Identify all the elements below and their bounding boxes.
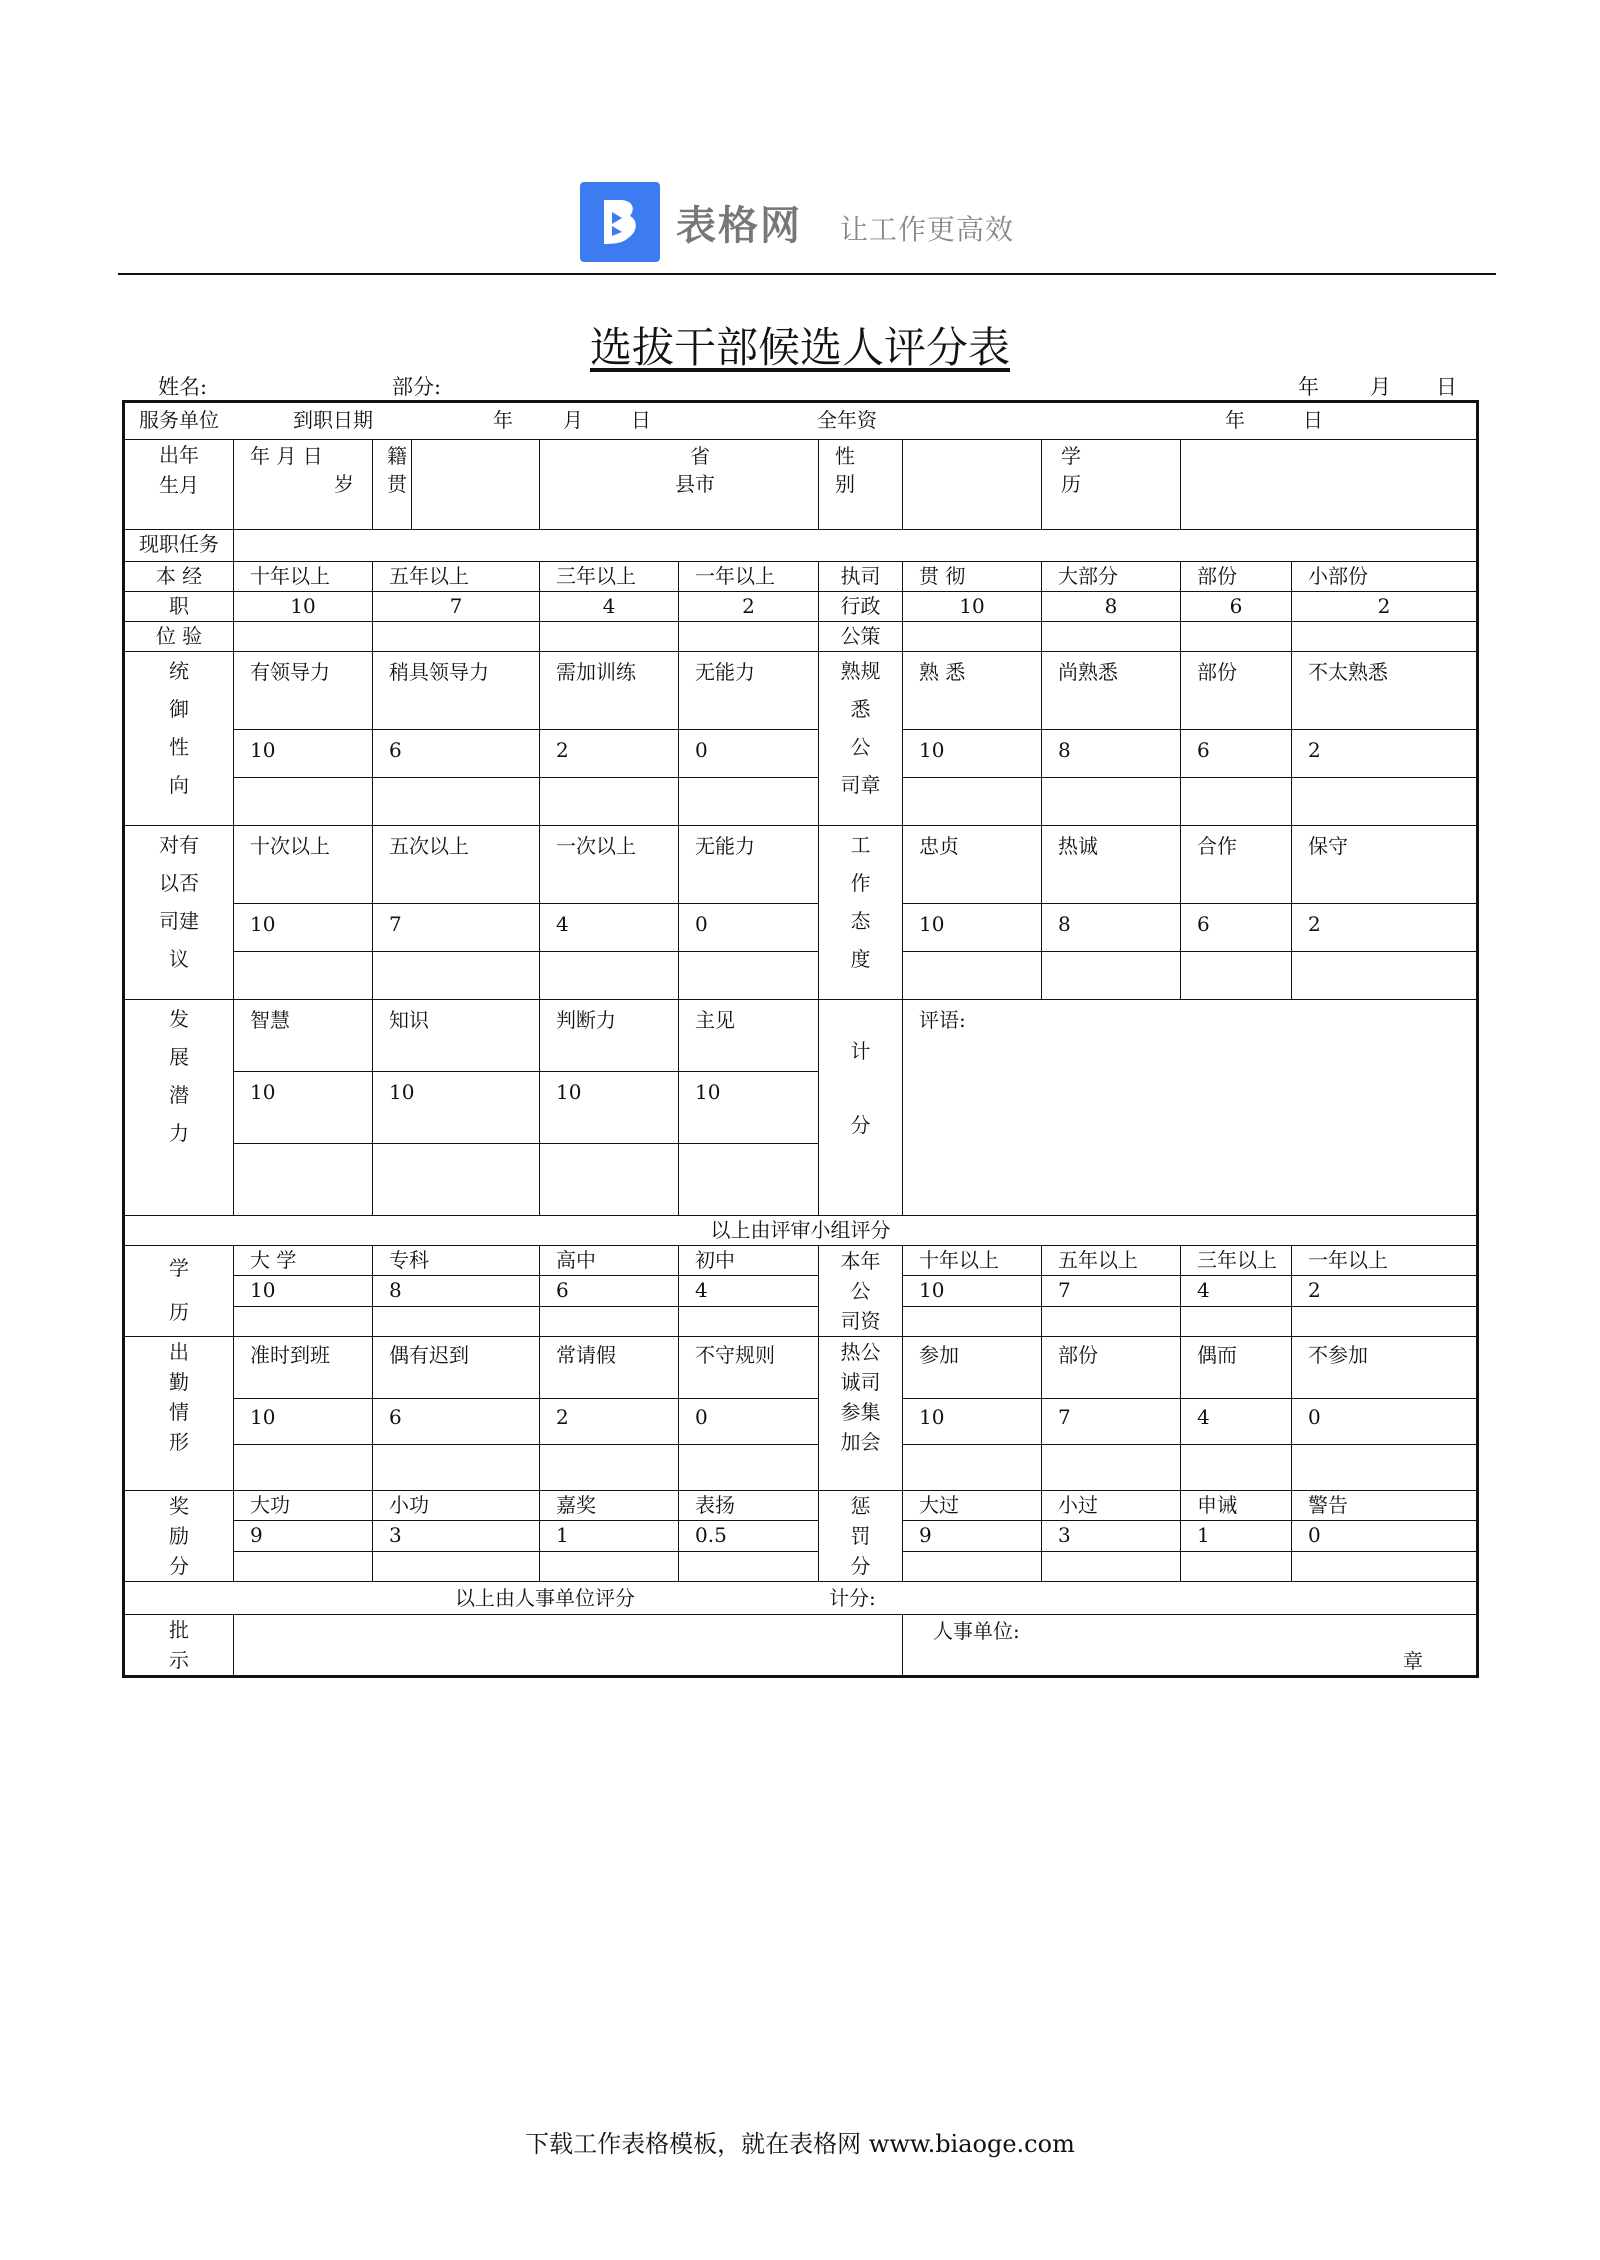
education-score: 4 bbox=[679, 1276, 819, 1306]
experience-score: 2 bbox=[679, 592, 819, 622]
attendance-label: 勤 bbox=[169, 1370, 189, 1394]
policy-label-a: 执司 bbox=[819, 562, 903, 592]
company-seniority-score: 4 bbox=[1181, 1276, 1292, 1306]
experience-score: 4 bbox=[540, 592, 679, 622]
attitude-score: 6 bbox=[1181, 904, 1292, 952]
meeting-option: 参加 bbox=[903, 1337, 1042, 1399]
leadership-option: 稍具领导力 bbox=[373, 652, 540, 730]
evaluation-form bbox=[122, 400, 1479, 1678]
rewards-label: 分 bbox=[169, 1554, 189, 1578]
penalty-option: 大过 bbox=[903, 1491, 1042, 1521]
attendance-label: 出 bbox=[169, 1340, 189, 1364]
brand-name: 表格网 bbox=[676, 203, 802, 249]
experience-blank-row bbox=[124, 622, 1478, 652]
penalty-option: 警告 bbox=[1292, 1491, 1478, 1521]
attendance-option: 偶有迟到 bbox=[373, 1337, 540, 1399]
policy-score: 6 bbox=[1181, 592, 1292, 622]
hr-note: 以上由人事单位评分 bbox=[455, 1586, 635, 1610]
rewards-label: 励 bbox=[169, 1524, 189, 1548]
company-seniority-option: 十年以上 bbox=[903, 1246, 1042, 1276]
potential-score: 10 bbox=[540, 1072, 679, 1144]
leadership-label: 向 bbox=[169, 773, 189, 797]
attitude-label: 态 bbox=[850, 909, 871, 933]
penalty-score: 3 bbox=[1042, 1521, 1181, 1551]
seniority-year-label: 年 bbox=[1225, 408, 1245, 432]
education-label: 历 bbox=[169, 1300, 189, 1324]
attendance-blank-row bbox=[124, 1445, 1478, 1491]
experience-options-row bbox=[124, 562, 1478, 592]
company-seniority-label: 本年 bbox=[840, 1249, 881, 1273]
policy-label-b: 行政 bbox=[819, 592, 903, 622]
attitude-score: 2 bbox=[1292, 904, 1478, 952]
penalty-score: 9 bbox=[903, 1521, 1042, 1551]
suggestion-score: 0 bbox=[679, 904, 819, 952]
potential-label: 展 bbox=[169, 1045, 189, 1069]
current-duty-row bbox=[124, 530, 1478, 562]
leadership-score: 10 bbox=[234, 730, 373, 778]
service-row bbox=[124, 402, 1478, 440]
potential-label: 力 bbox=[169, 1121, 189, 1145]
experience-score: 7 bbox=[373, 592, 540, 622]
rewards-options-row bbox=[124, 1491, 1478, 1521]
company-seniority-option: 五年以上 bbox=[1042, 1246, 1181, 1276]
comment-label: 评语: bbox=[903, 1000, 1478, 1216]
attendance-score: 10 bbox=[234, 1399, 373, 1445]
approval-field[interactable] bbox=[234, 1615, 903, 1677]
potential-label: 发 bbox=[169, 1007, 189, 1031]
suggestion-blank-row bbox=[124, 952, 1478, 1000]
potential-option: 主见 bbox=[679, 1000, 819, 1072]
logo-b-icon bbox=[598, 196, 642, 248]
rewards-option: 嘉奖 bbox=[540, 1491, 679, 1521]
rules-option: 尚熟悉 bbox=[1042, 652, 1181, 730]
rules-option: 部份 bbox=[1181, 652, 1292, 730]
attitude-option: 热诚 bbox=[1042, 826, 1181, 904]
hire-date-label: 到职日期 bbox=[293, 408, 373, 432]
meeting-score: 10 bbox=[903, 1399, 1042, 1445]
attendance-score: 2 bbox=[540, 1399, 679, 1445]
seniority-label: 全年资 bbox=[817, 408, 877, 432]
meeting-option: 不参加 bbox=[1292, 1337, 1478, 1399]
meeting-label: 加会 bbox=[840, 1430, 881, 1454]
suggestion-score: 7 bbox=[373, 904, 540, 952]
policy-option: 大部分 bbox=[1042, 562, 1181, 592]
leadership-option: 无能力 bbox=[679, 652, 819, 730]
rewards-option: 表扬 bbox=[679, 1491, 819, 1521]
service-unit-label: 服务单位 bbox=[139, 408, 219, 432]
policy-label-c: 公策 bbox=[819, 622, 903, 652]
suggestion-label: 司建 bbox=[159, 909, 199, 933]
rules-label: 熟规 bbox=[840, 659, 881, 683]
experience-label-b: 职 bbox=[124, 592, 234, 622]
potential-option: 智慧 bbox=[234, 1000, 373, 1072]
potential-score: 10 bbox=[234, 1072, 373, 1144]
meeting-score: 0 bbox=[1292, 1399, 1478, 1445]
policy-score: 8 bbox=[1042, 592, 1181, 622]
penalty-label: 分 bbox=[850, 1554, 871, 1578]
total-label: 分 bbox=[850, 1113, 871, 1137]
education-options-row bbox=[124, 1246, 1478, 1276]
attitude-label: 作 bbox=[850, 871, 871, 895]
meeting-score: 7 bbox=[1042, 1399, 1181, 1445]
date-month-label: 月 bbox=[1370, 375, 1391, 399]
attendance-label: 情 bbox=[169, 1400, 189, 1424]
leadership-blank-row bbox=[124, 778, 1478, 826]
page-title: 选拔干部候选人评分表 bbox=[589, 323, 1010, 372]
policy-score: 2 bbox=[1292, 592, 1478, 622]
attitude-label: 度 bbox=[850, 947, 871, 971]
attendance-option: 准时到班 bbox=[234, 1337, 373, 1399]
attitude-option: 合作 bbox=[1181, 826, 1292, 904]
total-label: 计 bbox=[850, 1039, 871, 1063]
experience-option: 三年以上 bbox=[540, 562, 679, 592]
experience-scores-row bbox=[124, 592, 1478, 622]
experience-label-c: 位 验 bbox=[124, 622, 234, 652]
penalty-option: 申诫 bbox=[1181, 1491, 1292, 1521]
rules-score: 10 bbox=[903, 730, 1042, 778]
province-label: 省 bbox=[690, 444, 710, 468]
suggestion-option: 十次以上 bbox=[234, 826, 373, 904]
rewards-option: 大功 bbox=[234, 1491, 373, 1521]
rules-score: 8 bbox=[1042, 730, 1181, 778]
education-option: 高中 bbox=[540, 1246, 679, 1276]
name-label: 姓名: bbox=[158, 375, 208, 399]
native-label-b: 贯 bbox=[387, 472, 407, 496]
penalty-label: 罚 bbox=[850, 1524, 871, 1548]
edu-label-a: 学 bbox=[1061, 444, 1081, 468]
penalty-option: 小过 bbox=[1042, 1491, 1181, 1521]
meeting-option: 部份 bbox=[1042, 1337, 1181, 1399]
suggestion-label: 议 bbox=[169, 947, 189, 971]
approval-row bbox=[124, 1615, 1478, 1677]
rules-score: 6 bbox=[1181, 730, 1292, 778]
education-blank-row bbox=[124, 1306, 1478, 1336]
brand-slogan: 让工作更高效 bbox=[840, 213, 1015, 246]
penalty-score: 1 bbox=[1181, 1521, 1292, 1551]
seal-label: 章 bbox=[1403, 1649, 1423, 1673]
company-seniority-score: 2 bbox=[1292, 1276, 1478, 1306]
leadership-label: 统 bbox=[169, 659, 189, 683]
potential-score: 10 bbox=[373, 1072, 540, 1144]
leadership-option: 有领导力 bbox=[234, 652, 373, 730]
header-divider bbox=[118, 273, 1496, 275]
birth-label-a: 出年 bbox=[159, 443, 199, 467]
attitude-option: 保守 bbox=[1292, 826, 1478, 904]
attitude-score: 8 bbox=[1042, 904, 1181, 952]
leadership-label: 性 bbox=[169, 735, 189, 759]
attendance-scores-row bbox=[124, 1399, 1478, 1445]
potential-option: 判断力 bbox=[540, 1000, 679, 1072]
potential-options-row bbox=[124, 1000, 1478, 1072]
leadership-options-row bbox=[124, 652, 1478, 730]
birth-label-b: 生月 bbox=[159, 473, 199, 497]
education-score: 8 bbox=[373, 1276, 540, 1306]
education-score: 10 bbox=[234, 1276, 373, 1306]
attendance-score: 0 bbox=[679, 1399, 819, 1445]
meeting-label: 热公 bbox=[840, 1340, 881, 1364]
attitude-label: 工 bbox=[850, 833, 871, 857]
rules-score: 2 bbox=[1292, 730, 1478, 778]
penalty-label: 惩 bbox=[850, 1494, 871, 1518]
leadership-score: 0 bbox=[679, 730, 819, 778]
dept-label: 部分: bbox=[392, 375, 442, 399]
age-label: 岁 bbox=[334, 472, 354, 496]
suggestion-score: 4 bbox=[540, 904, 679, 952]
current-duty-label: 现职任务 bbox=[124, 530, 234, 562]
education-option: 专科 bbox=[373, 1246, 540, 1276]
leadership-score: 2 bbox=[540, 730, 679, 778]
hr-note-row bbox=[124, 1582, 1478, 1615]
hire-day-label: 日 bbox=[631, 408, 651, 432]
education-label: 学 bbox=[169, 1256, 189, 1280]
attendance-option: 常请假 bbox=[540, 1337, 679, 1399]
leadership-option: 需加训练 bbox=[540, 652, 679, 730]
gender-label-b: 别 bbox=[835, 472, 855, 496]
policy-score: 10 bbox=[903, 592, 1042, 622]
panel-note-row bbox=[124, 1216, 1478, 1246]
meeting-score: 4 bbox=[1181, 1399, 1292, 1445]
leadership-label: 御 bbox=[169, 697, 189, 721]
rewards-score: 1 bbox=[540, 1521, 679, 1551]
penalty-score: 0 bbox=[1292, 1521, 1478, 1551]
education-option: 大 学 bbox=[234, 1246, 373, 1276]
rewards-score: 0.5 bbox=[679, 1521, 819, 1551]
hire-year-label: 年 bbox=[493, 408, 513, 432]
experience-option: 五年以上 bbox=[373, 562, 540, 592]
attendance-option: 不守规则 bbox=[679, 1337, 819, 1399]
rewards-option: 小功 bbox=[373, 1491, 540, 1521]
potential-score: 10 bbox=[679, 1072, 819, 1144]
policy-option: 部份 bbox=[1181, 562, 1292, 592]
rewards-scores-row bbox=[124, 1521, 1478, 1551]
brand-logo bbox=[580, 182, 660, 262]
attitude-score: 10 bbox=[903, 904, 1042, 952]
meeting-option: 偶而 bbox=[1181, 1337, 1292, 1399]
rules-option: 不太熟悉 bbox=[1292, 652, 1478, 730]
suggestion-option: 无能力 bbox=[679, 826, 819, 904]
edu-label-b: 历 bbox=[1061, 472, 1081, 496]
experience-option: 一年以上 bbox=[679, 562, 819, 592]
suggestion-label: 对有 bbox=[159, 833, 199, 857]
meeting-label: 参集 bbox=[840, 1400, 881, 1424]
seniority-day-label: 日 bbox=[1303, 408, 1323, 432]
suggestion-option: 五次以上 bbox=[373, 826, 540, 904]
policy-option: 贯 彻 bbox=[903, 562, 1042, 592]
education-scores-row bbox=[124, 1276, 1478, 1306]
company-seniority-option: 一年以上 bbox=[1292, 1246, 1478, 1276]
hr-total-label: 计分: bbox=[829, 1586, 876, 1610]
company-seniority-score: 10 bbox=[903, 1276, 1042, 1306]
suggestion-options-row bbox=[124, 826, 1478, 904]
hr-unit-label: 人事单位: bbox=[933, 1619, 1020, 1643]
attendance-label: 形 bbox=[169, 1430, 189, 1454]
suggestion-option: 一次以上 bbox=[540, 826, 679, 904]
rules-option: 熟 悉 bbox=[903, 652, 1042, 730]
potential-option: 知识 bbox=[373, 1000, 540, 1072]
attitude-option: 忠贞 bbox=[903, 826, 1042, 904]
date-day-label: 日 bbox=[1436, 375, 1457, 399]
approval-label: 批 bbox=[169, 1618, 189, 1642]
attendance-score: 6 bbox=[373, 1399, 540, 1445]
birth-ymd-label: 年 月 日 bbox=[250, 444, 323, 468]
leadership-score: 6 bbox=[373, 730, 540, 778]
rewards-score: 9 bbox=[234, 1521, 373, 1551]
personal-info-row bbox=[124, 440, 1478, 530]
footer-text: 下载工作表格模板，就在表格网 www.biaoge.com bbox=[525, 2130, 1075, 2158]
gender-label-a: 性 bbox=[835, 444, 855, 468]
suggestion-scores-row bbox=[124, 904, 1478, 952]
leadership-scores-row bbox=[124, 730, 1478, 778]
education-option: 初中 bbox=[679, 1246, 819, 1276]
suggestion-score: 10 bbox=[234, 904, 373, 952]
meeting-label: 诚司 bbox=[840, 1370, 881, 1394]
rewards-score: 3 bbox=[373, 1521, 540, 1551]
rules-label: 悉 bbox=[850, 697, 871, 721]
hire-month-label: 月 bbox=[563, 408, 583, 432]
rewards-blank-row bbox=[124, 1551, 1478, 1581]
company-seniority-option: 三年以上 bbox=[1181, 1246, 1292, 1276]
panel-note: 以上由评审小组评分 bbox=[124, 1216, 1478, 1246]
potential-label: 潜 bbox=[169, 1083, 189, 1107]
rules-label: 公 bbox=[850, 735, 871, 759]
experience-label-a: 本 经 bbox=[124, 562, 234, 592]
native-label-a: 籍 bbox=[387, 444, 407, 468]
attendance-options-row bbox=[124, 1337, 1478, 1399]
rules-label: 司章 bbox=[840, 773, 881, 797]
experience-score: 10 bbox=[234, 592, 373, 622]
suggestion-label: 以否 bbox=[159, 871, 199, 895]
company-seniority-label: 司资 bbox=[840, 1309, 881, 1333]
experience-option: 十年以上 bbox=[234, 562, 373, 592]
policy-option: 小部份 bbox=[1292, 562, 1478, 592]
company-seniority-label: 公 bbox=[850, 1279, 871, 1303]
company-seniority-score: 7 bbox=[1042, 1276, 1181, 1306]
rewards-label: 奖 bbox=[169, 1494, 189, 1518]
approval-label: 示 bbox=[169, 1648, 189, 1672]
education-score: 6 bbox=[540, 1276, 679, 1306]
date-year-label: 年 bbox=[1298, 375, 1319, 399]
county-label: 县市 bbox=[675, 472, 715, 496]
